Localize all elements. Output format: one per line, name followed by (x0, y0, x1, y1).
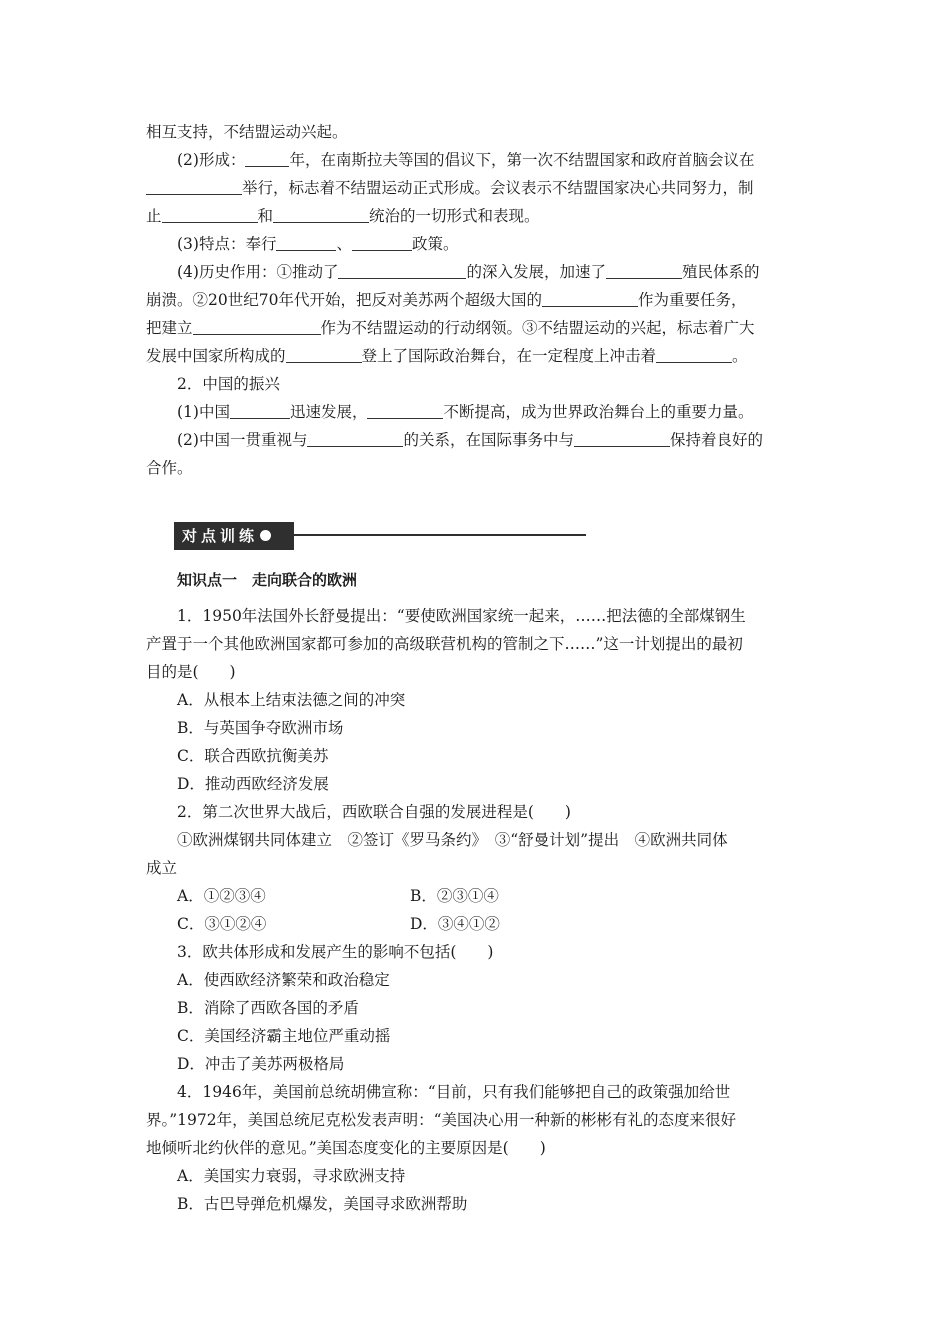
role-line-4 (146, 342, 808, 370)
fill-blank[interactable] (307, 429, 403, 447)
option-a[interactable]: A．美国实力衰弱，寻求欧洲支持 (177, 1167, 406, 1185)
fill-blank[interactable] (273, 205, 369, 223)
option-b[interactable]: B．古巴导弹危机爆发，美国寻求欧洲帮助 (177, 1195, 468, 1213)
text: 。 (732, 347, 748, 365)
option-d[interactable]: D．冲击了美苏两极格局 (177, 1055, 345, 1073)
question-3-stem: 3．欧共体形成和发展产生的影响不包括( ) (177, 943, 494, 961)
fill-blank[interactable] (245, 149, 289, 167)
role-line-1 (146, 258, 808, 286)
option-c[interactable]: C．③①②④ (177, 915, 267, 933)
section-heading: 2．中国的振兴 (177, 375, 280, 393)
text: 年，在南斯拉夫等国的倡议下，第一次不结盟国家和政府首脑会议在 (289, 151, 755, 169)
question-2-items: 成立 (146, 859, 178, 877)
text: 殖民体系的 (681, 263, 760, 281)
text: 作为重要任务， (637, 291, 747, 309)
banner-badge (174, 522, 294, 550)
text: 政策。 (411, 235, 459, 253)
fill-blank[interactable] (574, 429, 670, 447)
features-line (146, 230, 808, 258)
banner-rule (292, 534, 586, 536)
fill-blank[interactable] (276, 233, 336, 251)
option-b[interactable]: B．消除了西欧各国的矛盾 (177, 999, 359, 1017)
question-1-stem: 目的是( ) (146, 663, 236, 681)
option-a[interactable]: A．从根本上结束法德之间的冲突 (177, 691, 406, 709)
fill-blank[interactable] (230, 401, 290, 419)
text: (4)历史作用：①推动了 (177, 263, 339, 281)
formation-line-1 (146, 146, 808, 174)
options-row (146, 882, 808, 910)
page-content (146, 118, 808, 1218)
question-4-stem: 地倾听北约伙伴的意见。”美国态度变化的主要原因是( ) (146, 1139, 546, 1157)
text: 把建立 (146, 319, 193, 337)
fill-blank[interactable] (542, 289, 638, 307)
text: (2)中国一贯重视与 (177, 431, 308, 449)
option-d[interactable]: D．推动西欧经济发展 (177, 775, 329, 793)
fill-blank[interactable] (367, 401, 443, 419)
fill-blank[interactable] (162, 205, 258, 223)
formation-line-3 (146, 202, 808, 230)
question-2-items: ①欧洲煤钢共同体建立 ②签订《罗马条约》 ③“舒曼计划”提出 ④欧洲共同体 (177, 831, 728, 849)
fill-blank[interactable] (656, 345, 732, 363)
knowledge-point-title: 知识点一 走向联合的欧洲 (177, 571, 358, 589)
text: 保持着良好的 (669, 431, 763, 449)
text: 的深入发展，加速了 (466, 263, 606, 281)
text: 不断提高，成为世界政治舞台上的重要力量。 (443, 403, 754, 421)
text: 的关系，在国际事务中与 (403, 431, 574, 449)
text-line: 相互支持，不结盟运动兴起。 (146, 123, 348, 141)
question-4-stem: 界。”1972年，美国总统尼克松发表声明：“美国决心用一种新的彬彬有礼的态度来很好 (146, 1111, 737, 1129)
option-b[interactable]: B．与英国争夺欧洲市场 (177, 719, 344, 737)
text: 和 (257, 207, 274, 225)
china-line-3: 合作。 (146, 459, 193, 477)
fill-blank[interactable] (286, 345, 362, 363)
formation-line-2 (146, 174, 808, 202)
role-line-2 (146, 286, 808, 314)
question-1-stem: 1．1950年法国外长舒曼提出：“要使欧洲国家统一起来，……把法德的全部煤钢生 (177, 607, 746, 625)
text: (3)特点：奉行 (177, 235, 277, 253)
option-a[interactable]: A．使西欧经济繁荣和政治稳定 (177, 971, 390, 989)
text: 止 (146, 207, 162, 225)
text: 崩溃。②20世纪70年代开始，把反对美苏两个超级大国的 (146, 291, 542, 309)
fill-blank[interactable] (606, 261, 682, 279)
text: 举行，标志着不结盟运动正式形成。会议表示不结盟国家决心共同努力，制 (242, 179, 754, 197)
bullet-icon (260, 530, 271, 541)
banner-label: 对点训练 (182, 527, 259, 545)
option-a[interactable]: A．①②③④ (177, 887, 266, 905)
text: 迅速发展， (289, 403, 368, 421)
fill-blank[interactable] (352, 233, 412, 251)
text: 登上了国际政治舞台，在一定程度上冲击着 (361, 347, 657, 365)
text: (2)形成： (177, 151, 246, 169)
text: (1)中国 (177, 403, 230, 421)
option-b[interactable]: B．②③①④ (410, 887, 499, 905)
role-line-3 (146, 314, 808, 342)
question-2-stem: 2．第二次世界大战后，西欧联合自强的发展进程是( ) (177, 803, 571, 821)
text: 、 (336, 235, 352, 253)
text: 作为不结盟运动的行动纲领。③不结盟运动的兴起，标志着广大 (320, 319, 755, 337)
question-4-stem: 4．1946年，美国前总统胡佛宣称：“目前，只有我们能够把自己的政策强加给世 (177, 1083, 731, 1101)
section-banner (174, 522, 808, 552)
option-c[interactable]: C．联合西欧抗衡美苏 (177, 747, 329, 765)
fill-blank[interactable] (146, 177, 242, 195)
fill-blank[interactable] (193, 317, 321, 335)
china-line-1 (146, 398, 808, 426)
options-row (146, 910, 808, 938)
text: 统治的一切形式和表现。 (369, 207, 540, 225)
option-c[interactable]: C．美国经济霸主地位严重动摇 (177, 1027, 391, 1045)
china-line-2 (146, 426, 808, 454)
fill-blank[interactable] (338, 261, 466, 279)
question-1-stem: 产置于一个其他欧洲国家都可参加的高级联营机构的管制之下……”这一计划提出的最初 (146, 635, 743, 653)
text: 发展中国家所构成的 (146, 347, 286, 365)
option-d[interactable]: D．③④①② (410, 915, 500, 933)
